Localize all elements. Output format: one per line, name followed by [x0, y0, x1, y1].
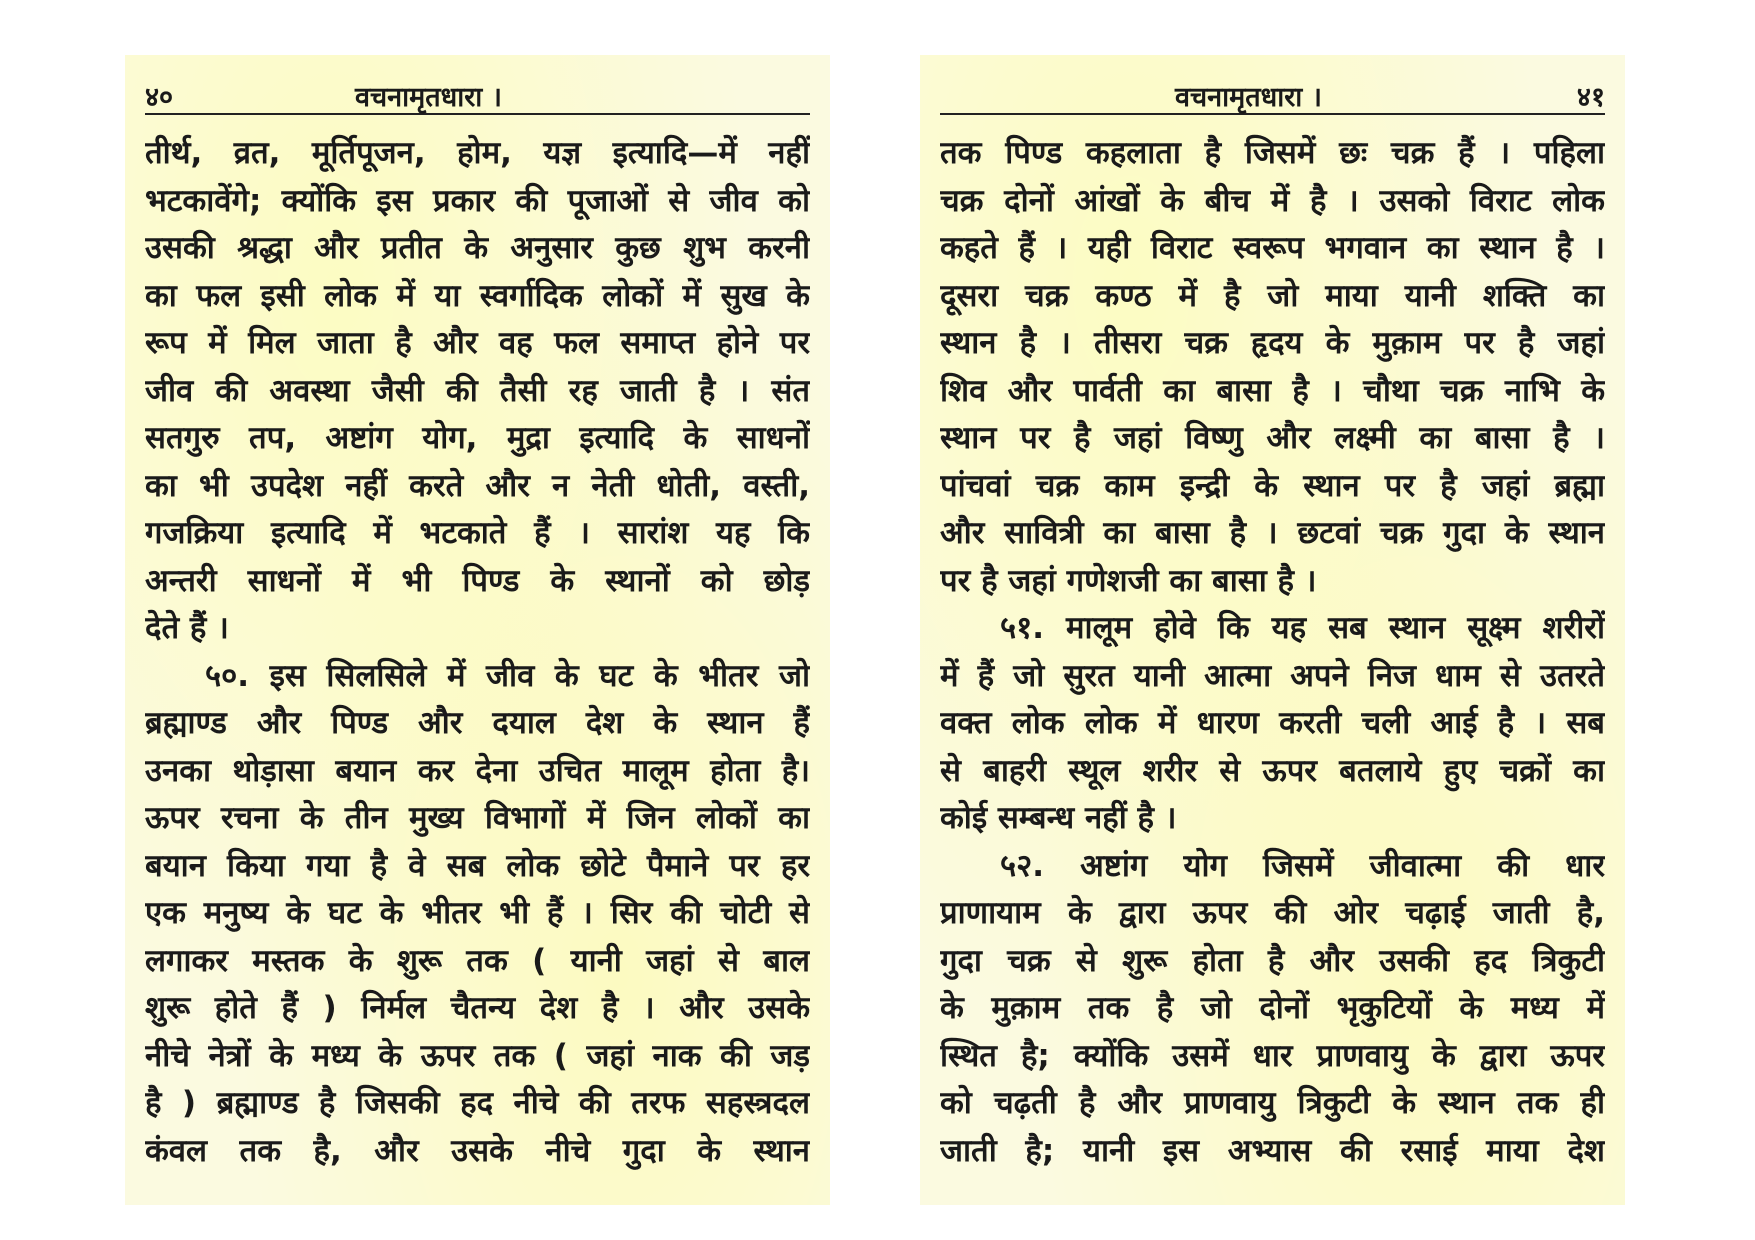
text-line: कंवल तक है, और उसके नीचे गुदा के स्थान — [145, 1132, 810, 1169]
text-line: एक मनुष्य के घट के भीतर भी हैं । सिर की चोटी से — [145, 895, 810, 931]
text-line: भटकावेंगे; क्योंकि इस प्रकार की पूजाओं से जीव को — [145, 182, 810, 219]
left-page — [125, 55, 830, 1205]
text-line: तीर्थ, व्रत, मूर्तिपूजन, होम, यज्ञ इत्यादि—में नहीं — [145, 135, 810, 171]
text-line: के मुक़ाम तक है जो दोनों भृकुटियों के मध्य में — [940, 990, 1605, 1026]
text-line: जाती है; यानी इस अभ्यास की रसाई माया देश — [940, 1132, 1605, 1169]
text-line: का फल इसी लोक में या स्वर्गादिक लोकों में सुख के — [145, 277, 810, 314]
text-line: और सावित्री का बासा है । छटवां चक्र गुदा के स्थान — [940, 515, 1605, 551]
text-line: है ) ब्रह्माण्ड है जिसकी हद नीचे की तरफ सहस्त्रदल — [145, 1085, 810, 1121]
text-line: अन्तरी साधनों में भी पिण्ड के स्थानों को छोड़ — [145, 562, 810, 599]
text-line: का भी उपदेश नहीं करते और न नेती धोती, वस्ती, — [145, 467, 810, 504]
right-page — [920, 55, 1625, 1205]
right-page-header — [940, 73, 1605, 115]
right-page-number: ४१ — [1576, 82, 1605, 113]
text-line: स्थान है । तीसरा चक्र हृदय के मुक़ाम पर है जहां — [940, 325, 1605, 361]
text-line: उनका थोड़ासा बयान कर देना उचित मालूम होता है। — [145, 752, 810, 789]
text-line: से बाहरी स्थूल शरीर से ऊपर बतलाये हुए चक्रों का — [940, 752, 1605, 789]
text-line: शिव और पार्वती का बासा है । चौथा चक्र नाभि के — [940, 372, 1605, 409]
text-line: देते हैं । — [145, 610, 229, 646]
text-line: कहते हैं । यही विराट स्वरूप भगवान का स्थान है । — [940, 230, 1605, 266]
text-line: जीव की अवस्था जैसी की तैसी रह जाती है । संत — [145, 372, 810, 409]
left-page-text — [145, 130, 810, 1175]
text-line: रूप में मिल जाता है और वह फल समाप्त होने पर — [145, 325, 810, 361]
text-line: पांचवां चक्र काम इन्द्री के स्थान पर है जहां ब्रह्मा — [940, 467, 1605, 504]
paragraph-52-start: ५२. अष्टांग योग जिसमें जीवात्मा की धार — [1000, 847, 1605, 884]
text-line: शुरू होते हैं ) निर्मल चैतन्य देश है । और उसके — [145, 990, 810, 1026]
text-line: दूसरा चक्र कण्ठ में है जो माया यानी शक्ति का — [940, 277, 1605, 314]
text-line: उसकी श्रद्धा और प्रतीत के अनुसार कुछ शुभ करनी — [145, 230, 810, 266]
text-line: पर है जहां गणेशजी का बासा है । — [940, 562, 1317, 599]
text-line: बयान किया गया है वे सब लोक छोटे पैमाने पर हर — [145, 847, 810, 884]
text-line: ब्रह्माण्ड और पिण्ड और दयाल देश के स्थान हैं — [145, 705, 810, 741]
text-line: तक पिण्ड कहलाता है जिसमें छः चक्र हैं । पहिला — [940, 135, 1605, 171]
text-line: नीचे नेत्रों के मध्य के ऊपर तक ( जहां नाक की जड़ — [145, 1037, 810, 1074]
text-line: में हैं जो सुरत यानी आत्मा अपने निज धाम से उतरते — [940, 657, 1605, 694]
left-running-title: वचनामृतधारा । — [355, 82, 502, 113]
text-line: स्थान पर है जहां विष्णु और लक्ष्मी का बासा है । — [940, 420, 1605, 456]
text-line: स्थित है; क्योंकि उसमें धार प्राणवायु के द्वारा ऊपर — [940, 1037, 1605, 1074]
right-running-title: वचनामृतधारा । — [1175, 82, 1322, 113]
text-line: को चढ़ती है और प्राणवायु त्रिकुटी के स्थान तक ही — [940, 1085, 1605, 1121]
left-page-number: ४० — [145, 82, 174, 113]
text-line: गुदा चक्र से शुरू होता है और उसकी हद त्रिकुटी — [940, 942, 1605, 979]
paragraph-51-start: ५१. मालूम होवे कि यह सब स्थान सूक्ष्म शरीरों — [1000, 610, 1605, 646]
paragraph-50-start: ५०. इस सिलसिले में जीव के घट के भीतर जो — [205, 657, 810, 694]
text-line: लगाकर मस्तक के शुरू तक ( यानी जहां से बाल — [145, 942, 810, 979]
text-line: ऊपर रचना के तीन मुख्य विभागों में जिन लोकों का — [145, 800, 810, 836]
text-line: चक्र दोनों आंखों के बीच में है । उसको विराट लोक — [940, 182, 1605, 219]
text-line: गजक्रिया इत्यादि में भटकाते हैं । सारांश यह कि — [145, 515, 810, 551]
right-page-text — [940, 130, 1605, 1175]
text-line: वक्त लोक लोक में धारण करती चली आई है । सब — [940, 705, 1605, 741]
left-page-header — [145, 73, 810, 115]
text-line: सतगुरु तप, अष्टांग योग, मुद्रा इत्यादि के साधनों — [145, 420, 810, 456]
text-line: प्राणायाम के द्वारा ऊपर की ओर चढ़ाई जाती है, — [940, 895, 1605, 931]
text-line: कोई सम्बन्ध नहीं है । — [940, 800, 1177, 836]
